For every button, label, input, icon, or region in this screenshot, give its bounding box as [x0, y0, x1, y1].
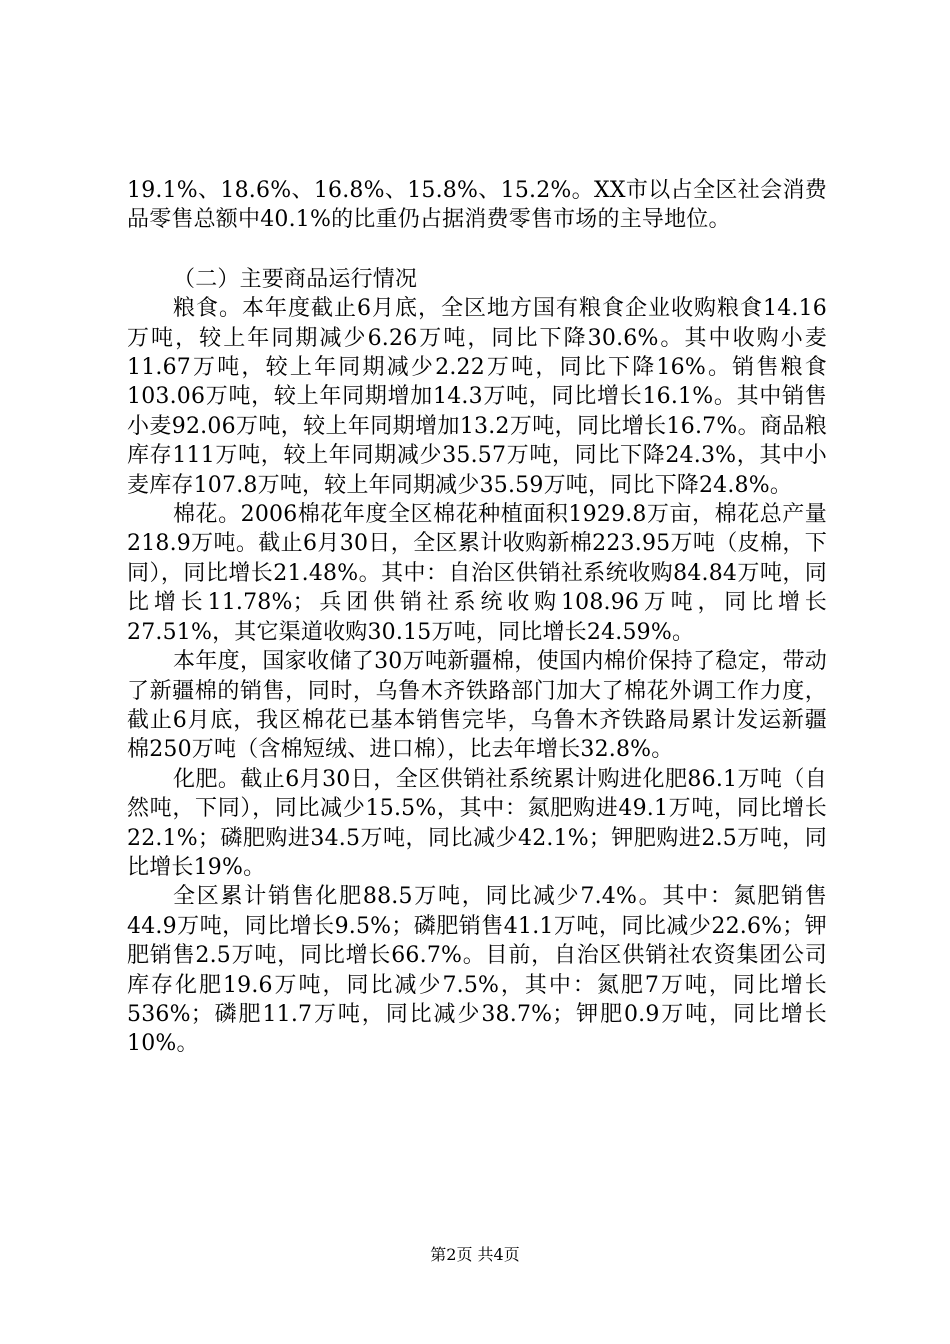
paragraph-cotton-sales: 本年度，国家收储了30万吨新疆棉，使国内棉价保持了稳定，带动了新疆棉的销售，同时，乌鲁木齐铁路部门加大了棉花外调工作力度，截止6月底，我区棉花已基本销售完毕，乌鲁木齐铁路局累计发运新疆棉250万吨（含棉短绒、进口棉），比去年增长32.8%。	[127, 649, 827, 763]
section-heading: （二）主要商品运行情况	[173, 266, 418, 292]
paragraph-cotton: 棉花。2006棉花年度全区棉花种植面积1929.8万亩，棉花总产量218.9万吨。截止6月30日，全区累计收购新棉223.95万吨（皮棉，下同），同比增长21.48%。其中：自治区供销社系统收购84.84万吨，同比增长11.78%；兵团供销社系统收购108.96万吨，同比增长27.51%，其它渠道收购30.15万吨，同比增长24.59%。	[127, 502, 827, 645]
document-body	[127, 176, 827, 1059]
paragraph-grain: 粮食。本年度截止6月底，全区地方国有粮食企业收购粮食14.16万吨，较上年同期减少6.26万吨，同比下降30.6%。其中收购小麦11.67万吨，较上年同期减少2.22万吨，同比下降16%。销售粮食103.06万吨，较上年同期增加14.3万吨，同比增长16.1%。其中销售小麦92.06万吨，较上年同期增加13.2万吨，同比增长16.7%。商品粮库存111万吨，较上年同期减少35.57万吨，同比下降24.3%，其中小麦库存107.8万吨，较上年同期减少35.59万吨，同比下降24.8%。	[127, 296, 827, 498]
paragraph-continuation: 19.1%、18.6%、16.8%、15.8%、15.2%。XX市以占全区社会消费品零售总额中40.1%的比重仍占据消费零售市场的主导地位。	[127, 178, 827, 233]
paragraph-fertilizer-sales: 全区累计销售化肥88.5万吨，同比减少7.4%。其中：氮肥销售44.9万吨，同比增长9.5%；磷肥销售41.1万吨，同比减少22.6%；钾肥销售2.5万吨，同比增长66.7%。目前，自治区供销社农资集团公司库存化肥19.6万吨，同比减少7.5%，其中：氮肥7万吨，同比增长536%；磷肥11.7万吨，同比减少38.7%；钾肥0.9万吨，同比增长10%。	[127, 884, 827, 1057]
paragraph-fertilizer: 化肥。截止6月30日，全区供销社系统累计购进化肥86.1万吨（自然吨，下同），同比减少15.5%，其中：氮肥购进49.1万吨，同比增长22.1%；磷肥购进34.5万吨，同比减少42.1%；钾肥购进2.5万吨，同比增长19%。	[127, 766, 827, 880]
page-number-footer: 第2页 共4页	[430, 1245, 520, 1264]
